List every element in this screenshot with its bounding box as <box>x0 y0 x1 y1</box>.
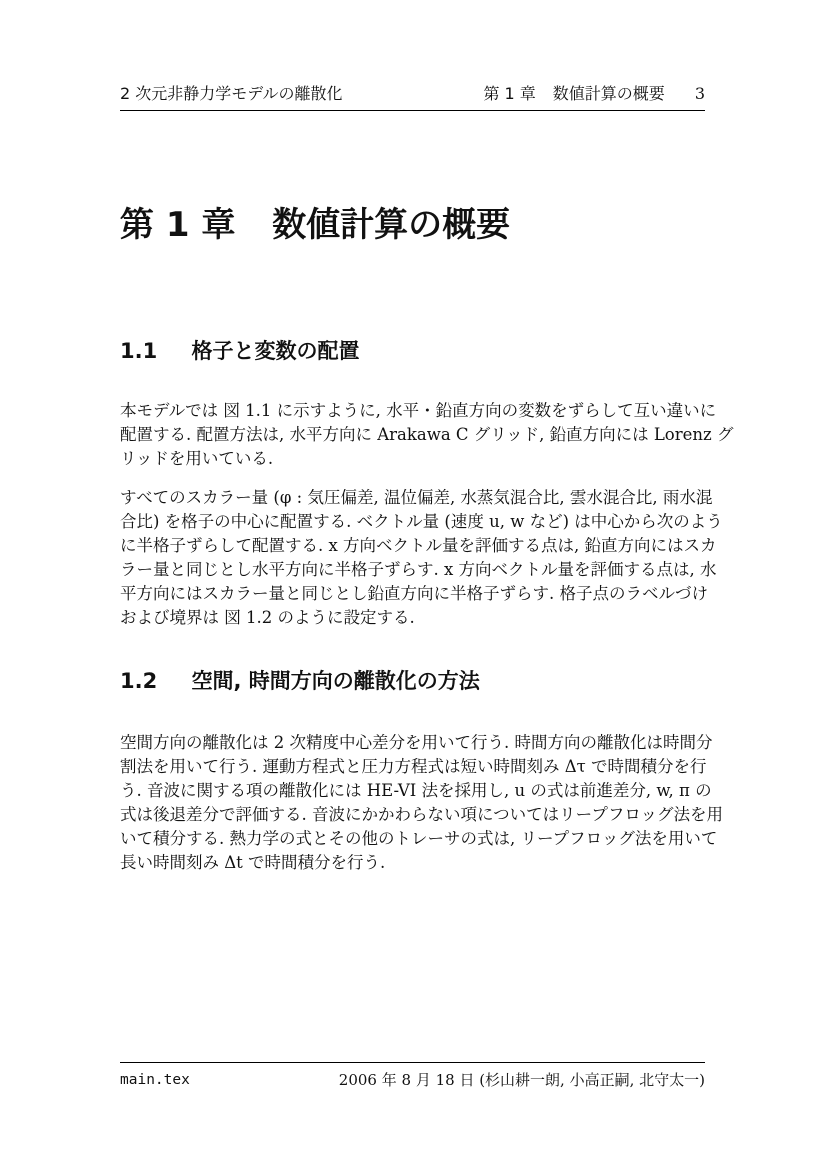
section-title: 格子と変数の配置 <box>191 339 360 363</box>
page-footer <box>120 1062 705 1090</box>
text-line: 合比) を格子の中心に配置する. ベクトル量 (速度 u, w など) は中心から次のよう <box>120 512 723 531</box>
text-line: う. 音波に関する項の離散化には HE-VI 法を採用し, u の式は前進差分, w, π の <box>120 781 712 800</box>
header-right-group <box>483 84 705 104</box>
header-chapter-title: 数値計算の概要 <box>552 84 665 103</box>
footer-filename: main.tex <box>120 1072 190 1088</box>
section-number: 1.1 <box>120 339 158 363</box>
text-line: 本モデルでは 図 1.1 に示すように, 水平・鉛直方向の変数をずらして互い違いに <box>120 401 717 420</box>
chapter-heading <box>120 203 510 247</box>
page-number: 3 <box>694 84 705 103</box>
text-line: 割法を用いて行う. 運動方程式と圧力方程式は短い時間刻み Δτ で時間積分を行 <box>120 757 707 776</box>
paragraph <box>120 731 724 875</box>
text-line: リッドを用いている. <box>120 449 274 468</box>
section-title: 空間, 時間方向の離散化の方法 <box>191 669 480 693</box>
text-line: ラー量と同じとし水平方向に半格子ずらす. x 方向ベクトル量を評価する点は, 水 <box>120 560 717 579</box>
paragraph <box>120 399 734 471</box>
header-chapter-number: 第 1 章 <box>483 84 536 103</box>
section-number: 1.2 <box>120 669 158 693</box>
chapter-number: 第 1 章 <box>120 205 236 245</box>
text-line: すべてのスカラー量 (φ : 気圧偏差, 温位偏差, 水蒸気混合比, 雲水混合比, 雨水混 <box>120 488 713 507</box>
text-line: 式は後退差分で評価する. 音波にかかわらない項についてはリープフロッグ法を用 <box>120 805 724 824</box>
text-line: 平方向にはスカラー量と同じとし鉛直方向に半格子ずらす. 格子点のラベルづけ <box>120 584 708 603</box>
header-document-title: 2 次元非静力学モデルの離散化 <box>120 84 343 103</box>
chapter-title: 数値計算の概要 <box>272 205 511 245</box>
text-line: 空間方向の離散化は 2 次精度中心差分を用いて行う. 時間方向の離散化は時間分 <box>120 733 713 752</box>
text-line: に半格子ずらして配置する. x 方向ベクトル量を評価する点は, 鉛直方向にはスカ <box>120 536 717 555</box>
section-heading-1-2 <box>120 667 480 695</box>
section-heading-1-1 <box>120 337 360 365</box>
text-line: 長い時間刻み Δt で時間積分を行う. <box>120 853 386 872</box>
paragraph <box>120 486 723 630</box>
text-line: いて積分する. 熱力学の式とその他のトレーサの式は, リープフロッグ法を用いて <box>120 829 718 848</box>
footer-date-authors: 2006 年 8 月 18 日 (杉山耕一朗, 小高正嗣, 北守太一) <box>338 1071 705 1089</box>
page-header <box>120 84 705 111</box>
text-line: 配置する. 配置方法は, 水平方向に Arakawa C グリッド, 鉛直方向には Lorenz グ <box>120 425 734 444</box>
text-line: および境界は 図 1.2 のように設定する. <box>120 608 415 627</box>
